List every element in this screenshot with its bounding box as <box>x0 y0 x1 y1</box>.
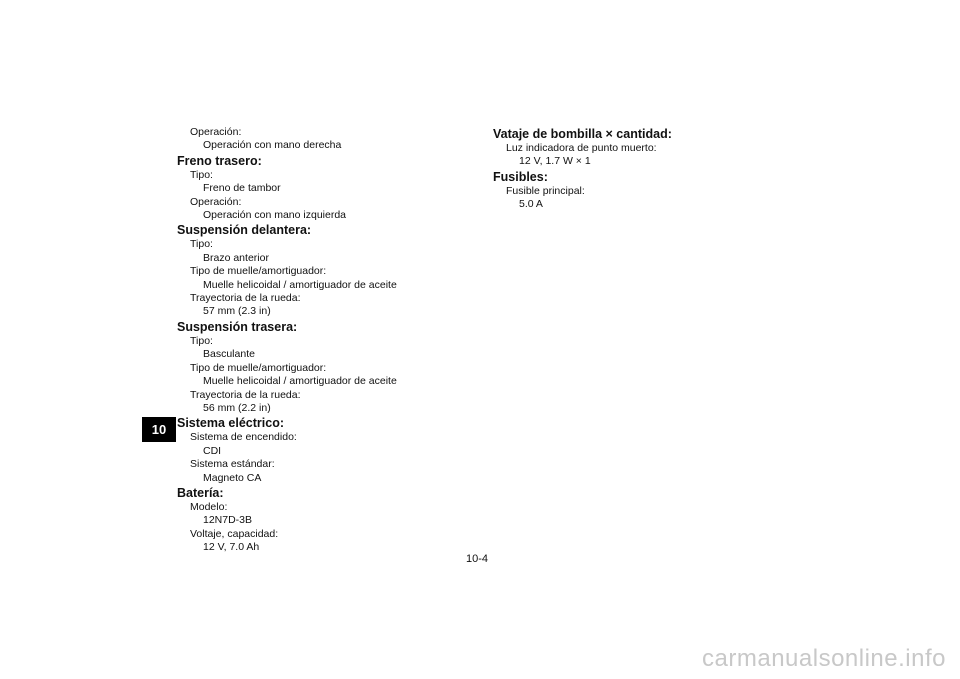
left-spec-label: Tipo: <box>190 334 213 347</box>
left-spec-value: 57 mm (2.3 in) <box>203 305 271 318</box>
left-spec-value: Basculante <box>203 348 255 361</box>
right-spec-label: Luz indicadora de punto muerto: <box>506 142 657 154</box>
right-section-heading: Fusibles: <box>493 169 548 184</box>
left-spec-label: Sistema estándar: <box>190 458 275 471</box>
left-spec-label: Tipo de muelle/amortiguador: <box>190 361 327 374</box>
left-spec-label: Tipo: <box>190 238 213 251</box>
left-spec-value: Magneto CA <box>203 471 262 484</box>
left-spec-label: Tipo: <box>190 168 213 181</box>
left-section-heading: Freno trasero: <box>177 153 262 168</box>
left-spec-value: 56 mm (2.2 in) <box>203 401 271 414</box>
left-spec-value: Muelle helicoidal / amortiguador de aceite <box>203 375 397 388</box>
left-spec-label: Modelo: <box>190 500 228 513</box>
left-spec-value: Freno de tambor <box>203 182 281 195</box>
spec-column-right <box>493 126 753 212</box>
left-spec-value: 12 V, 7.0 Ah <box>203 541 260 554</box>
right-spec-value: 12 V, 1.7 W × 1 <box>519 155 591 168</box>
left-section-heading: Suspensión delantera: <box>177 223 312 238</box>
right-spec-label: Fusible principal: <box>506 184 585 197</box>
left-spec-label: Voltaje, capacidad: <box>190 527 279 540</box>
page-number: 10-4 <box>466 553 489 565</box>
left-spec-label: Sistema de encendido: <box>190 431 297 444</box>
left-spec-value: Muelle helicoidal / amortiguador de aceite <box>203 278 397 291</box>
left-spec-label: Operación: <box>190 126 242 138</box>
left-spec-value: 12N7D-3B <box>203 514 253 527</box>
left-spec-value: CDI <box>203 444 222 457</box>
spec-column-left <box>177 126 437 555</box>
left-spec-value: Operación con mano izquierda <box>203 209 347 222</box>
left-spec-value: Operación con mano derecha <box>203 139 342 152</box>
left-section-heading: Suspensión trasera: <box>177 319 298 334</box>
left-spec-label: Operación: <box>190 195 242 208</box>
left-spec-label: Trayectoria de la rueda: <box>190 292 301 305</box>
left-spec-label: Tipo de muelle/amortiguador: <box>190 265 327 278</box>
right-spec-value: 5.0 A <box>519 198 543 211</box>
footer-watermark: carmanualsonline.info <box>702 645 946 672</box>
left-spec-value: Brazo anterior <box>203 251 269 264</box>
left-spec-label: Trayectoria de la rueda: <box>190 388 301 401</box>
right-section-heading: Vataje de bombilla × cantidad: <box>493 127 672 141</box>
left-section-heading: Batería: <box>177 485 224 500</box>
chapter-tab: 10 <box>142 417 176 442</box>
left-section-heading: Sistema eléctrico: <box>177 416 284 431</box>
